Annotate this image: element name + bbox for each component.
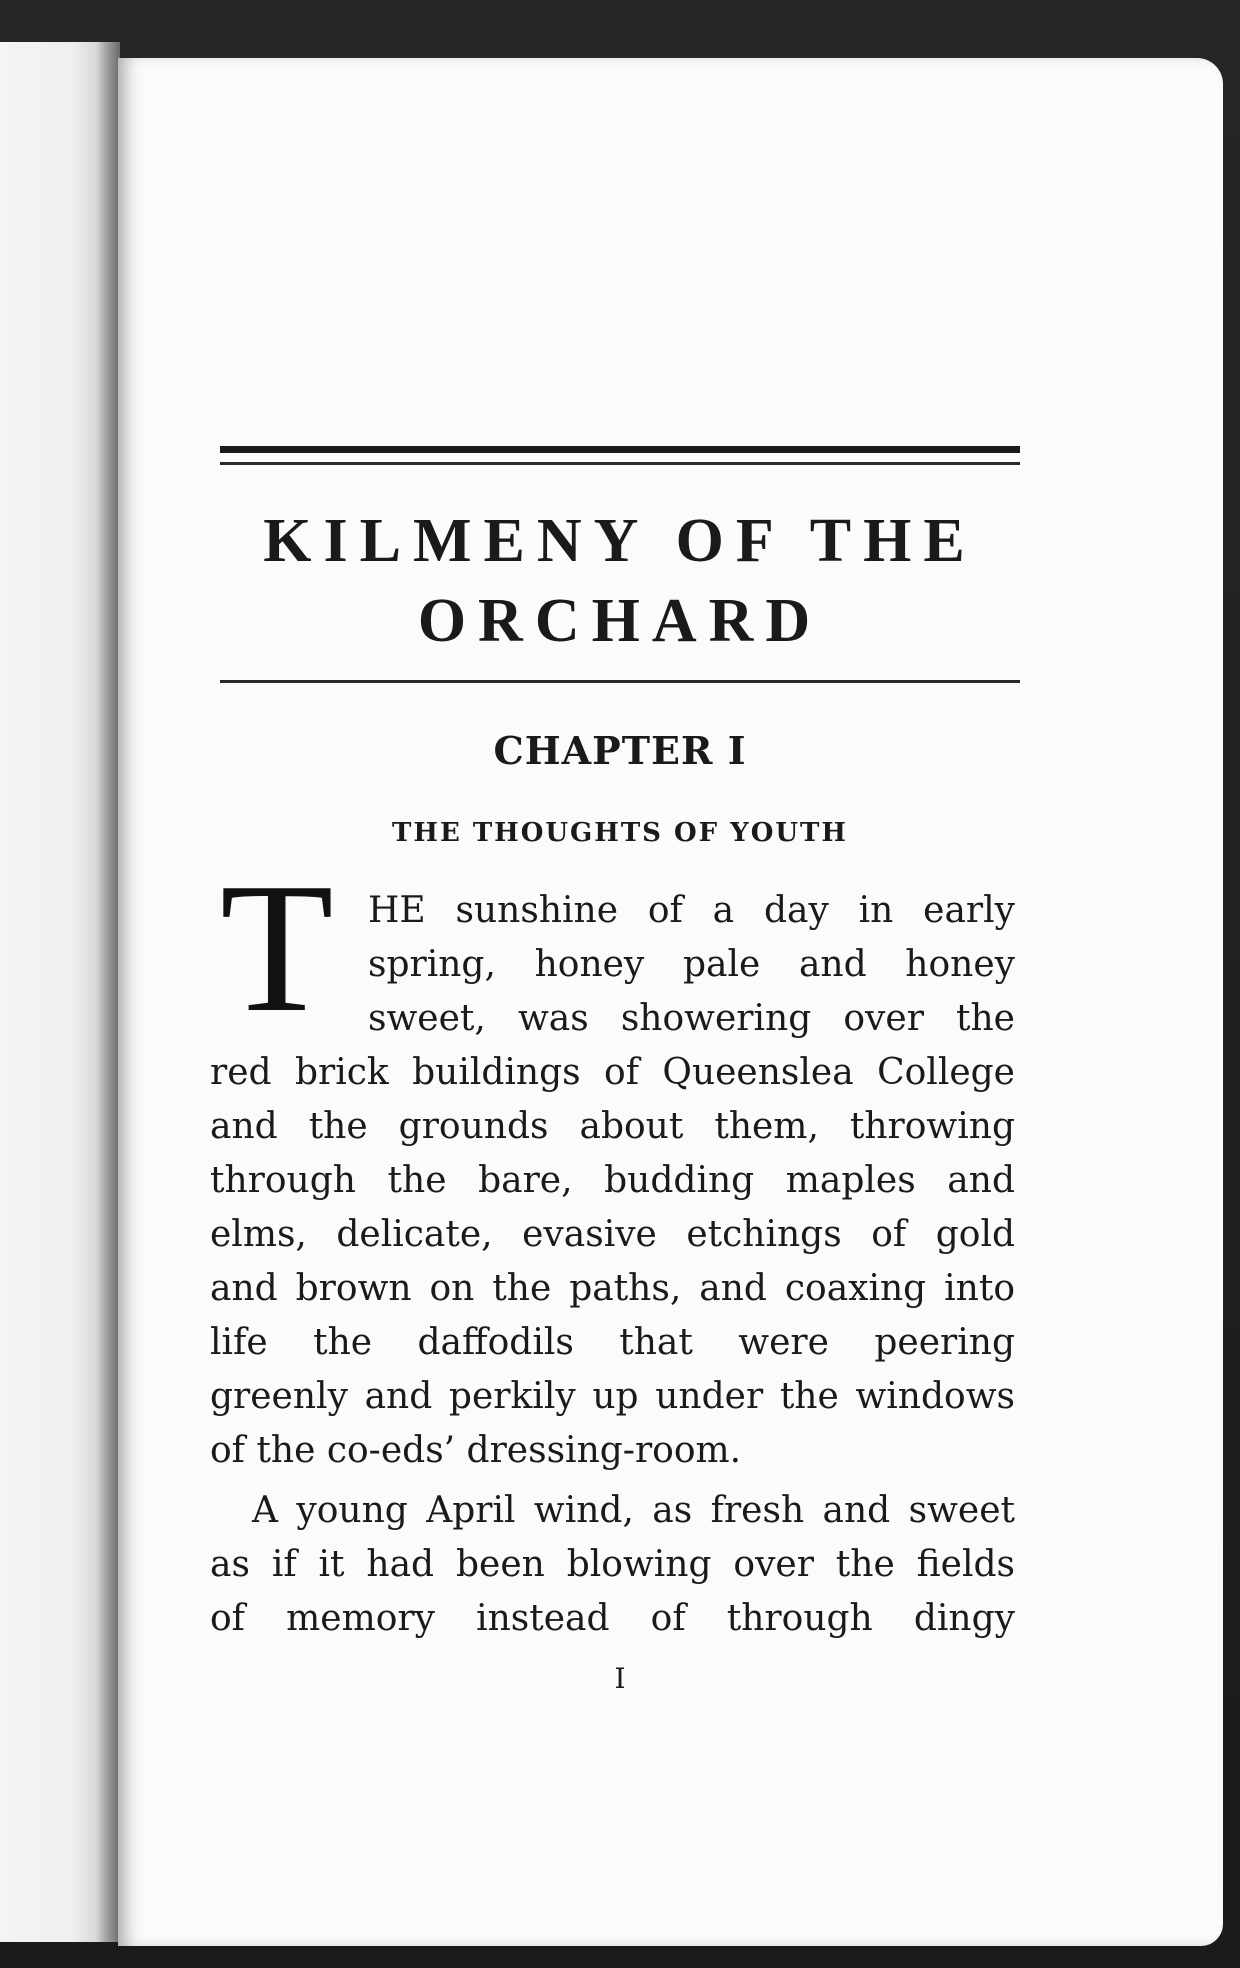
text-line: of memory instead of through dingy — [210, 1598, 1015, 1639]
drop-cap: T — [220, 845, 334, 1051]
text-line: life the daffodils that were peering — [210, 1322, 1015, 1363]
text-line: elms, delicate, evasive etchings of gold — [210, 1214, 1015, 1255]
page-number: I — [614, 1662, 626, 1695]
facing-page-edge — [0, 42, 120, 1942]
text-line: HE sunshine of a day in early — [368, 890, 1015, 931]
chapter-number: CHAPTER I — [493, 728, 747, 773]
top-rule-thick — [220, 446, 1020, 453]
text-line: and brown on the paths, and coaxing into — [210, 1268, 1015, 1309]
text-line: through the bare, budding maples and — [210, 1160, 1015, 1201]
text-line: red brick buildings of Queenslea College — [210, 1052, 1015, 1093]
book-title-line-1: KILMENY OF THE — [263, 507, 977, 575]
text-line: spring, honey pale and honey — [368, 944, 1015, 985]
text-line: greenly and perkily up under the windows — [210, 1376, 1015, 1417]
text-line: and the grounds about them, throwing — [210, 1106, 1015, 1147]
book-title-line-2: ORCHARD — [417, 587, 823, 655]
text-line: of the co-eds’ dressing-room. — [210, 1430, 742, 1471]
title-underline-rule — [220, 680, 1020, 683]
text-line: sweet, was showering over the — [368, 998, 1015, 1039]
text-line: as if it had been blowing over the fields — [210, 1544, 1015, 1585]
text-line: A young April wind, as fresh and sweet — [252, 1490, 1015, 1531]
chapter-title: THE THOUGHTS OF YOUTH — [392, 818, 848, 848]
top-rule-thin — [220, 462, 1020, 465]
